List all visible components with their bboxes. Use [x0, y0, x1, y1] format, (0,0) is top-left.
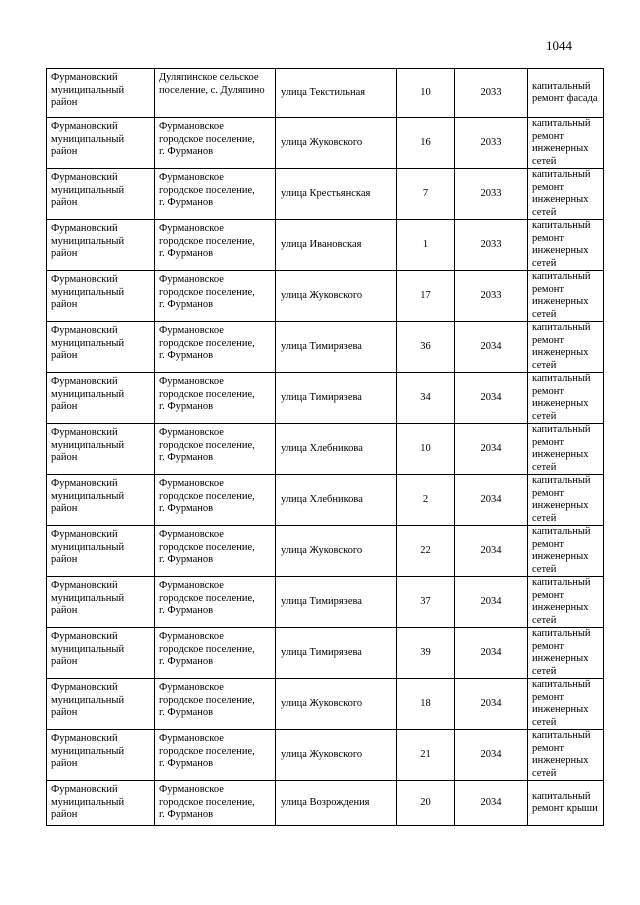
year-cell-text: 2034	[480, 697, 502, 709]
settlement-cell	[155, 220, 276, 271]
work-type-cell-text: капитальный ремонт инженерных сетей	[532, 628, 591, 677]
year-cell-text: 2034	[480, 391, 502, 403]
street-cell	[276, 373, 397, 424]
settlement-cell	[155, 69, 276, 118]
district-cell	[47, 118, 155, 169]
settlement-cell	[155, 526, 276, 577]
street-cell-text: улица Тимирязева	[281, 340, 362, 352]
district-cell-text: Фурмановский муниципальный район	[51, 631, 125, 667]
house-number-cell-text: 37	[420, 595, 431, 607]
year-cell	[455, 679, 528, 730]
table-row	[47, 69, 604, 118]
table-row	[47, 118, 604, 169]
settlement-cell	[155, 118, 276, 169]
work-type-cell-text: капитальный ремонт инженерных сетей	[532, 730, 591, 779]
work-type-cell-text: капитальный ремонт инженерных сетей	[532, 118, 591, 167]
street-cell-text: улица Жуковского	[281, 544, 363, 556]
settlement-cell	[155, 679, 276, 730]
street-cell	[276, 781, 397, 826]
settlement-cell	[155, 781, 276, 826]
year-cell	[455, 424, 528, 475]
street-cell-text: улица Хлебникова	[281, 493, 363, 505]
house-number-cell-text: 17	[420, 289, 431, 301]
table-row	[47, 679, 604, 730]
table-row	[47, 577, 604, 628]
district-cell-text: Фурмановский муниципальный район	[51, 682, 125, 718]
district-cell	[47, 526, 155, 577]
year-cell-text: 2034	[480, 796, 502, 808]
settlement-cell-text: Фурмановское городское поселение, г. Фурманов	[159, 427, 255, 463]
district-cell	[47, 322, 155, 373]
street-cell-text: улица Тимирязева	[281, 595, 362, 607]
street-cell	[276, 730, 397, 781]
table-row	[47, 781, 604, 826]
work-type-cell	[528, 475, 604, 526]
settlement-cell-text: Фурмановское городское поселение, г. Фурманов	[159, 325, 255, 361]
street-cell-text: улица Хлебникова	[281, 442, 363, 454]
house-number-cell	[397, 526, 455, 577]
settlement-cell	[155, 577, 276, 628]
year-cell	[455, 118, 528, 169]
house-number-cell	[397, 679, 455, 730]
street-cell	[276, 118, 397, 169]
settlement-cell	[155, 271, 276, 322]
district-cell	[47, 577, 155, 628]
district-cell	[47, 373, 155, 424]
work-type-cell	[528, 322, 604, 373]
street-cell-text: улица Тимирязева	[281, 646, 362, 658]
work-type-cell	[528, 373, 604, 424]
year-cell-text: 2034	[480, 595, 502, 607]
settlement-cell-text: Фурмановское городское поселение, г. Фурманов	[159, 784, 255, 820]
street-cell	[276, 322, 397, 373]
street-cell	[276, 220, 397, 271]
year-cell-text: 2033	[480, 136, 502, 148]
district-cell-text: Фурмановский муниципальный район	[51, 733, 125, 769]
district-cell-text: Фурмановский муниципальный район	[51, 427, 125, 463]
settlement-cell-text: Фурмановское городское поселение, г. Фурманов	[159, 631, 255, 667]
work-type-cell	[528, 69, 604, 118]
work-type-cell	[528, 730, 604, 781]
year-cell	[455, 730, 528, 781]
street-cell-text: улица Ивановская	[281, 238, 362, 250]
street-cell	[276, 424, 397, 475]
table-row	[47, 322, 604, 373]
work-type-cell-text: капитальный ремонт инженерных сетей	[532, 424, 591, 473]
house-number-cell-text: 2	[422, 493, 429, 505]
work-type-cell	[528, 424, 604, 475]
house-number-cell	[397, 475, 455, 526]
street-cell-text: улица Текстильная	[281, 86, 366, 98]
house-number-cell	[397, 373, 455, 424]
settlement-cell	[155, 322, 276, 373]
settlement-cell-text: Фурмановское городское поселение, г. Фурманов	[159, 121, 255, 157]
house-number-cell-text: 1	[422, 238, 429, 250]
year-cell-text: 2033	[480, 86, 502, 98]
house-number-cell-text: 10	[420, 86, 431, 98]
year-cell-text: 2034	[480, 748, 502, 760]
work-type-cell-text: капитальный ремонт инженерных сетей	[532, 475, 591, 524]
table-row	[47, 271, 604, 322]
settlement-cell	[155, 373, 276, 424]
housing-repair-table	[46, 68, 604, 826]
year-cell	[455, 526, 528, 577]
work-type-cell-text: капитальный ремонт крыши	[532, 790, 598, 814]
house-number-cell	[397, 628, 455, 679]
settlement-cell	[155, 475, 276, 526]
house-number-cell	[397, 169, 455, 220]
year-cell	[455, 577, 528, 628]
year-cell-text: 2034	[480, 544, 502, 556]
settlement-cell-text: Фурмановское городское поселение, г. Фурманов	[159, 478, 255, 514]
settlement-cell-text: Фурмановское городское поселение, г. Фурманов	[159, 274, 255, 310]
house-number-cell-text: 7	[422, 187, 429, 199]
table-row	[47, 424, 604, 475]
settlement-cell-text: Фурмановское городское поселение, г. Фурманов	[159, 529, 255, 565]
street-cell-text: улица Тимирязева	[281, 391, 362, 403]
work-type-cell	[528, 118, 604, 169]
district-cell-text: Фурмановский муниципальный район	[51, 223, 125, 259]
year-cell	[455, 169, 528, 220]
table-row	[47, 373, 604, 424]
settlement-cell	[155, 424, 276, 475]
work-type-cell-text: капитальный ремонт инженерных сетей	[532, 271, 591, 320]
district-cell	[47, 781, 155, 826]
district-cell	[47, 69, 155, 118]
year-cell	[455, 69, 528, 118]
street-cell	[276, 526, 397, 577]
page-number: 1044	[546, 38, 572, 53]
settlement-cell-text: Фурмановское городское поселение, г. Фурманов	[159, 376, 255, 412]
year-cell	[455, 628, 528, 679]
district-cell-text: Фурмановский муниципальный район	[51, 478, 125, 514]
district-cell-text: Фурмановский муниципальный район	[51, 121, 125, 157]
house-number-cell-text: 20	[420, 796, 431, 808]
settlement-cell-text: Дуляпинское сельское поселение, с. Дуляпино	[159, 72, 265, 96]
street-cell	[276, 628, 397, 679]
table-body	[47, 69, 604, 826]
street-cell	[276, 271, 397, 322]
street-cell-text: улица Жуковского	[281, 136, 363, 148]
work-type-cell	[528, 628, 604, 679]
work-type-cell	[528, 781, 604, 826]
street-cell	[276, 679, 397, 730]
street-cell-text: улица Возрождения	[281, 796, 370, 808]
street-cell	[276, 577, 397, 628]
work-type-cell-text: капитальный ремонт инженерных сетей	[532, 526, 591, 575]
year-cell	[455, 781, 528, 826]
district-cell-text: Фурмановский муниципальный район	[51, 172, 125, 208]
year-cell	[455, 220, 528, 271]
house-number-cell	[397, 118, 455, 169]
street-cell	[276, 169, 397, 220]
table-row	[47, 220, 604, 271]
street-cell	[276, 475, 397, 526]
year-cell-text: 2034	[480, 493, 502, 505]
district-cell-text: Фурмановский муниципальный район	[51, 580, 125, 616]
work-type-cell	[528, 271, 604, 322]
house-number-cell-text: 22	[420, 544, 431, 556]
district-cell	[47, 628, 155, 679]
settlement-cell	[155, 730, 276, 781]
house-number-cell	[397, 271, 455, 322]
year-cell	[455, 271, 528, 322]
district-cell	[47, 475, 155, 526]
house-number-cell-text: 18	[420, 697, 431, 709]
work-type-cell-text: капитальный ремонт инженерных сетей	[532, 373, 591, 422]
house-number-cell	[397, 69, 455, 118]
house-number-cell	[397, 730, 455, 781]
work-type-cell	[528, 526, 604, 577]
work-type-cell-text: капитальный ремонт инженерных сетей	[532, 679, 591, 728]
district-cell-text: Фурмановский муниципальный район	[51, 325, 125, 361]
house-number-cell	[397, 577, 455, 628]
year-cell-text: 2034	[480, 340, 502, 352]
work-type-cell-text: капитальный ремонт инженерных сетей	[532, 577, 591, 626]
street-cell-text: улица Жуковского	[281, 697, 363, 709]
street-cell	[276, 69, 397, 118]
house-number-cell	[397, 220, 455, 271]
house-number-cell	[397, 781, 455, 826]
street-cell-text: улица Крестьянская	[281, 187, 371, 199]
table-row	[47, 169, 604, 220]
settlement-cell-text: Фурмановское городское поселение, г. Фурманов	[159, 733, 255, 769]
year-cell-text: 2033	[480, 187, 502, 199]
work-type-cell-text: капитальный ремонт инженерных сетей	[532, 169, 591, 218]
year-cell-text: 2033	[480, 238, 502, 250]
work-type-cell-text: капитальный ремонт фасада	[532, 80, 598, 104]
district-cell	[47, 424, 155, 475]
district-cell	[47, 730, 155, 781]
settlement-cell-text: Фурмановское городское поселение, г. Фурманов	[159, 580, 255, 616]
settlement-cell-text: Фурмановское городское поселение, г. Фурманов	[159, 682, 255, 718]
house-number-cell-text: 21	[420, 748, 431, 760]
district-cell-text: Фурмановский муниципальный район	[51, 72, 125, 108]
work-type-cell	[528, 169, 604, 220]
house-number-cell-text: 34	[420, 391, 431, 403]
district-cell	[47, 679, 155, 730]
district-cell	[47, 169, 155, 220]
district-cell	[47, 220, 155, 271]
work-type-cell	[528, 679, 604, 730]
district-cell	[47, 271, 155, 322]
table-row	[47, 628, 604, 679]
district-cell-text: Фурмановский муниципальный район	[51, 376, 125, 412]
settlement-cell	[155, 169, 276, 220]
table-row	[47, 475, 604, 526]
year-cell	[455, 373, 528, 424]
settlement-cell	[155, 628, 276, 679]
year-cell-text: 2033	[480, 289, 502, 301]
year-cell	[455, 475, 528, 526]
house-number-cell-text: 10	[420, 442, 431, 454]
house-number-cell-text: 16	[420, 136, 431, 148]
house-number-cell	[397, 322, 455, 373]
table-row	[47, 730, 604, 781]
district-cell-text: Фурмановский муниципальный район	[51, 784, 125, 820]
work-type-cell	[528, 577, 604, 628]
settlement-cell-text: Фурмановское городское поселение, г. Фурманов	[159, 172, 255, 208]
year-cell-text: 2034	[480, 646, 502, 658]
work-type-cell-text: капитальный ремонт инженерных сетей	[532, 220, 591, 269]
settlement-cell-text: Фурмановское городское поселение, г. Фурманов	[159, 223, 255, 259]
street-cell-text: улица Жуковского	[281, 748, 363, 760]
table-row	[47, 526, 604, 577]
house-number-cell-text: 36	[420, 340, 431, 352]
work-type-cell	[528, 220, 604, 271]
district-cell-text: Фурмановский муниципальный район	[51, 274, 125, 310]
work-type-cell-text: капитальный ремонт инженерных сетей	[532, 322, 591, 371]
district-cell-text: Фурмановский муниципальный район	[51, 529, 125, 565]
house-number-cell-text: 39	[420, 646, 431, 658]
year-cell	[455, 322, 528, 373]
street-cell-text: улица Жуковского	[281, 289, 363, 301]
house-number-cell	[397, 424, 455, 475]
year-cell-text: 2034	[480, 442, 502, 454]
